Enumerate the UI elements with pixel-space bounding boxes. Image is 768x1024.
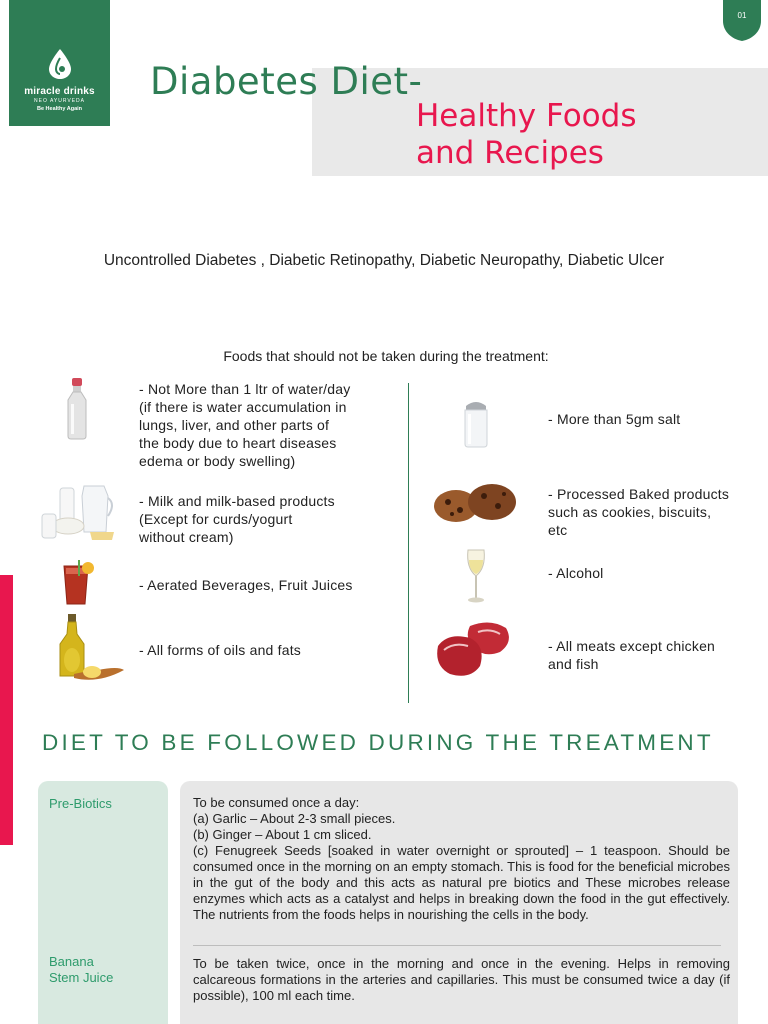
- oil-bottle-icon: [58, 614, 128, 684]
- avoid-item-meats: - All meats except chicken and fish: [548, 638, 716, 672]
- drop-icon: [47, 48, 73, 80]
- subtitle-line-2: and Recipes: [416, 135, 604, 171]
- brand-name: miracle drinks: [24, 86, 95, 97]
- raw-meat-icon: [434, 620, 514, 680]
- banana-label-line-2: Stem Juice: [49, 970, 114, 985]
- wine-glass-icon: [464, 548, 488, 604]
- diet-section-heading: DIET TO BE FOLLOWED DURING THE TREATMENT: [42, 730, 714, 755]
- conditions-list: Uncontrolled Diabetes , Diabetic Retinopathy, Diabetic Neuropathy, Diabetic Ulcer: [103, 252, 665, 269]
- prebiotics-line-1: To be consumed once a day:: [193, 795, 360, 810]
- left-accent-bar: [0, 575, 13, 845]
- banana-label-line-1: Banana: [49, 954, 94, 969]
- diet-row-separator: [193, 945, 721, 946]
- beverage-glass-icon: [60, 560, 96, 606]
- avoid-item-alcohol: - Alcohol: [548, 565, 604, 581]
- diet-label-column: [38, 781, 168, 1024]
- diet-banana-stem-text: To be taken twice, once in the morning and once in the evening. Helps in removing calcareous formations in the arteries and capillaries. This must be consumed twice a day (if possible), 100 ml each time.: [193, 956, 730, 1003]
- milk-products-icon: [38, 482, 116, 542]
- diet-label-prebiotics: Pre-Biotics: [49, 796, 112, 811]
- cookies-icon: [432, 480, 518, 526]
- avoid-item-milk: - Milk and milk-based products (Except for curds/yogurt without cream): [139, 493, 335, 545]
- avoid-item-oils: - All forms of oils and fats: [139, 642, 301, 658]
- brand-tagline: Be Healthy Again: [36, 106, 83, 112]
- prebiotics-line-4: (c) Fenugreek Seeds [soaked in water overnight or sprouted] – 1 teaspoon. Should be consumed once in the morning on an empty stomach. This is food for the beneficial microbes in the gut of the body and this acts as natural pre biotics and These microbes release enzymes which acts as a catalyst and helps in breaking down the food in the gut effectively. The nutrients from the foods helps in nourishing the cells in the body.: [193, 843, 730, 922]
- avoid-item-water: - Not More than 1 ltr of water/day (if there is water accumulation in lungs, liver, and other parts of the body due to heart diseases edema or body swelling): [139, 381, 351, 469]
- prebiotics-line-3: (b) Ginger – About 1 cm sliced.: [193, 827, 372, 842]
- diet-label-banana-stem: [49, 954, 113, 986]
- page-title: Diabetes Diet-: [150, 60, 423, 103]
- water-bottle-icon: [64, 378, 90, 440]
- page-badge-icon: [722, 0, 762, 42]
- page-subtitle: [416, 98, 636, 172]
- column-divider: [408, 383, 409, 703]
- avoid-item-salt: - More than 5gm salt: [548, 411, 681, 427]
- prebiotics-line-2: (a) Garlic – About 2-3 small pieces.: [193, 811, 396, 826]
- page-number: 01: [737, 11, 747, 20]
- diet-prebiotics-text: [193, 795, 730, 923]
- brand-tagline-top: NEO AYURVEDA: [34, 98, 85, 104]
- subtitle-line-1: Healthy Foods: [416, 98, 637, 134]
- salt-shaker-icon: [462, 398, 490, 448]
- brand-logo: [9, 0, 110, 126]
- avoid-item-baked: - Processed Baked products such as cookies, biscuits, etc: [548, 486, 730, 538]
- avoid-item-beverages: - Aerated Beverages, Fruit Juices: [139, 577, 353, 593]
- avoid-heading: Foods that should not be taken during the treatment:: [223, 348, 549, 364]
